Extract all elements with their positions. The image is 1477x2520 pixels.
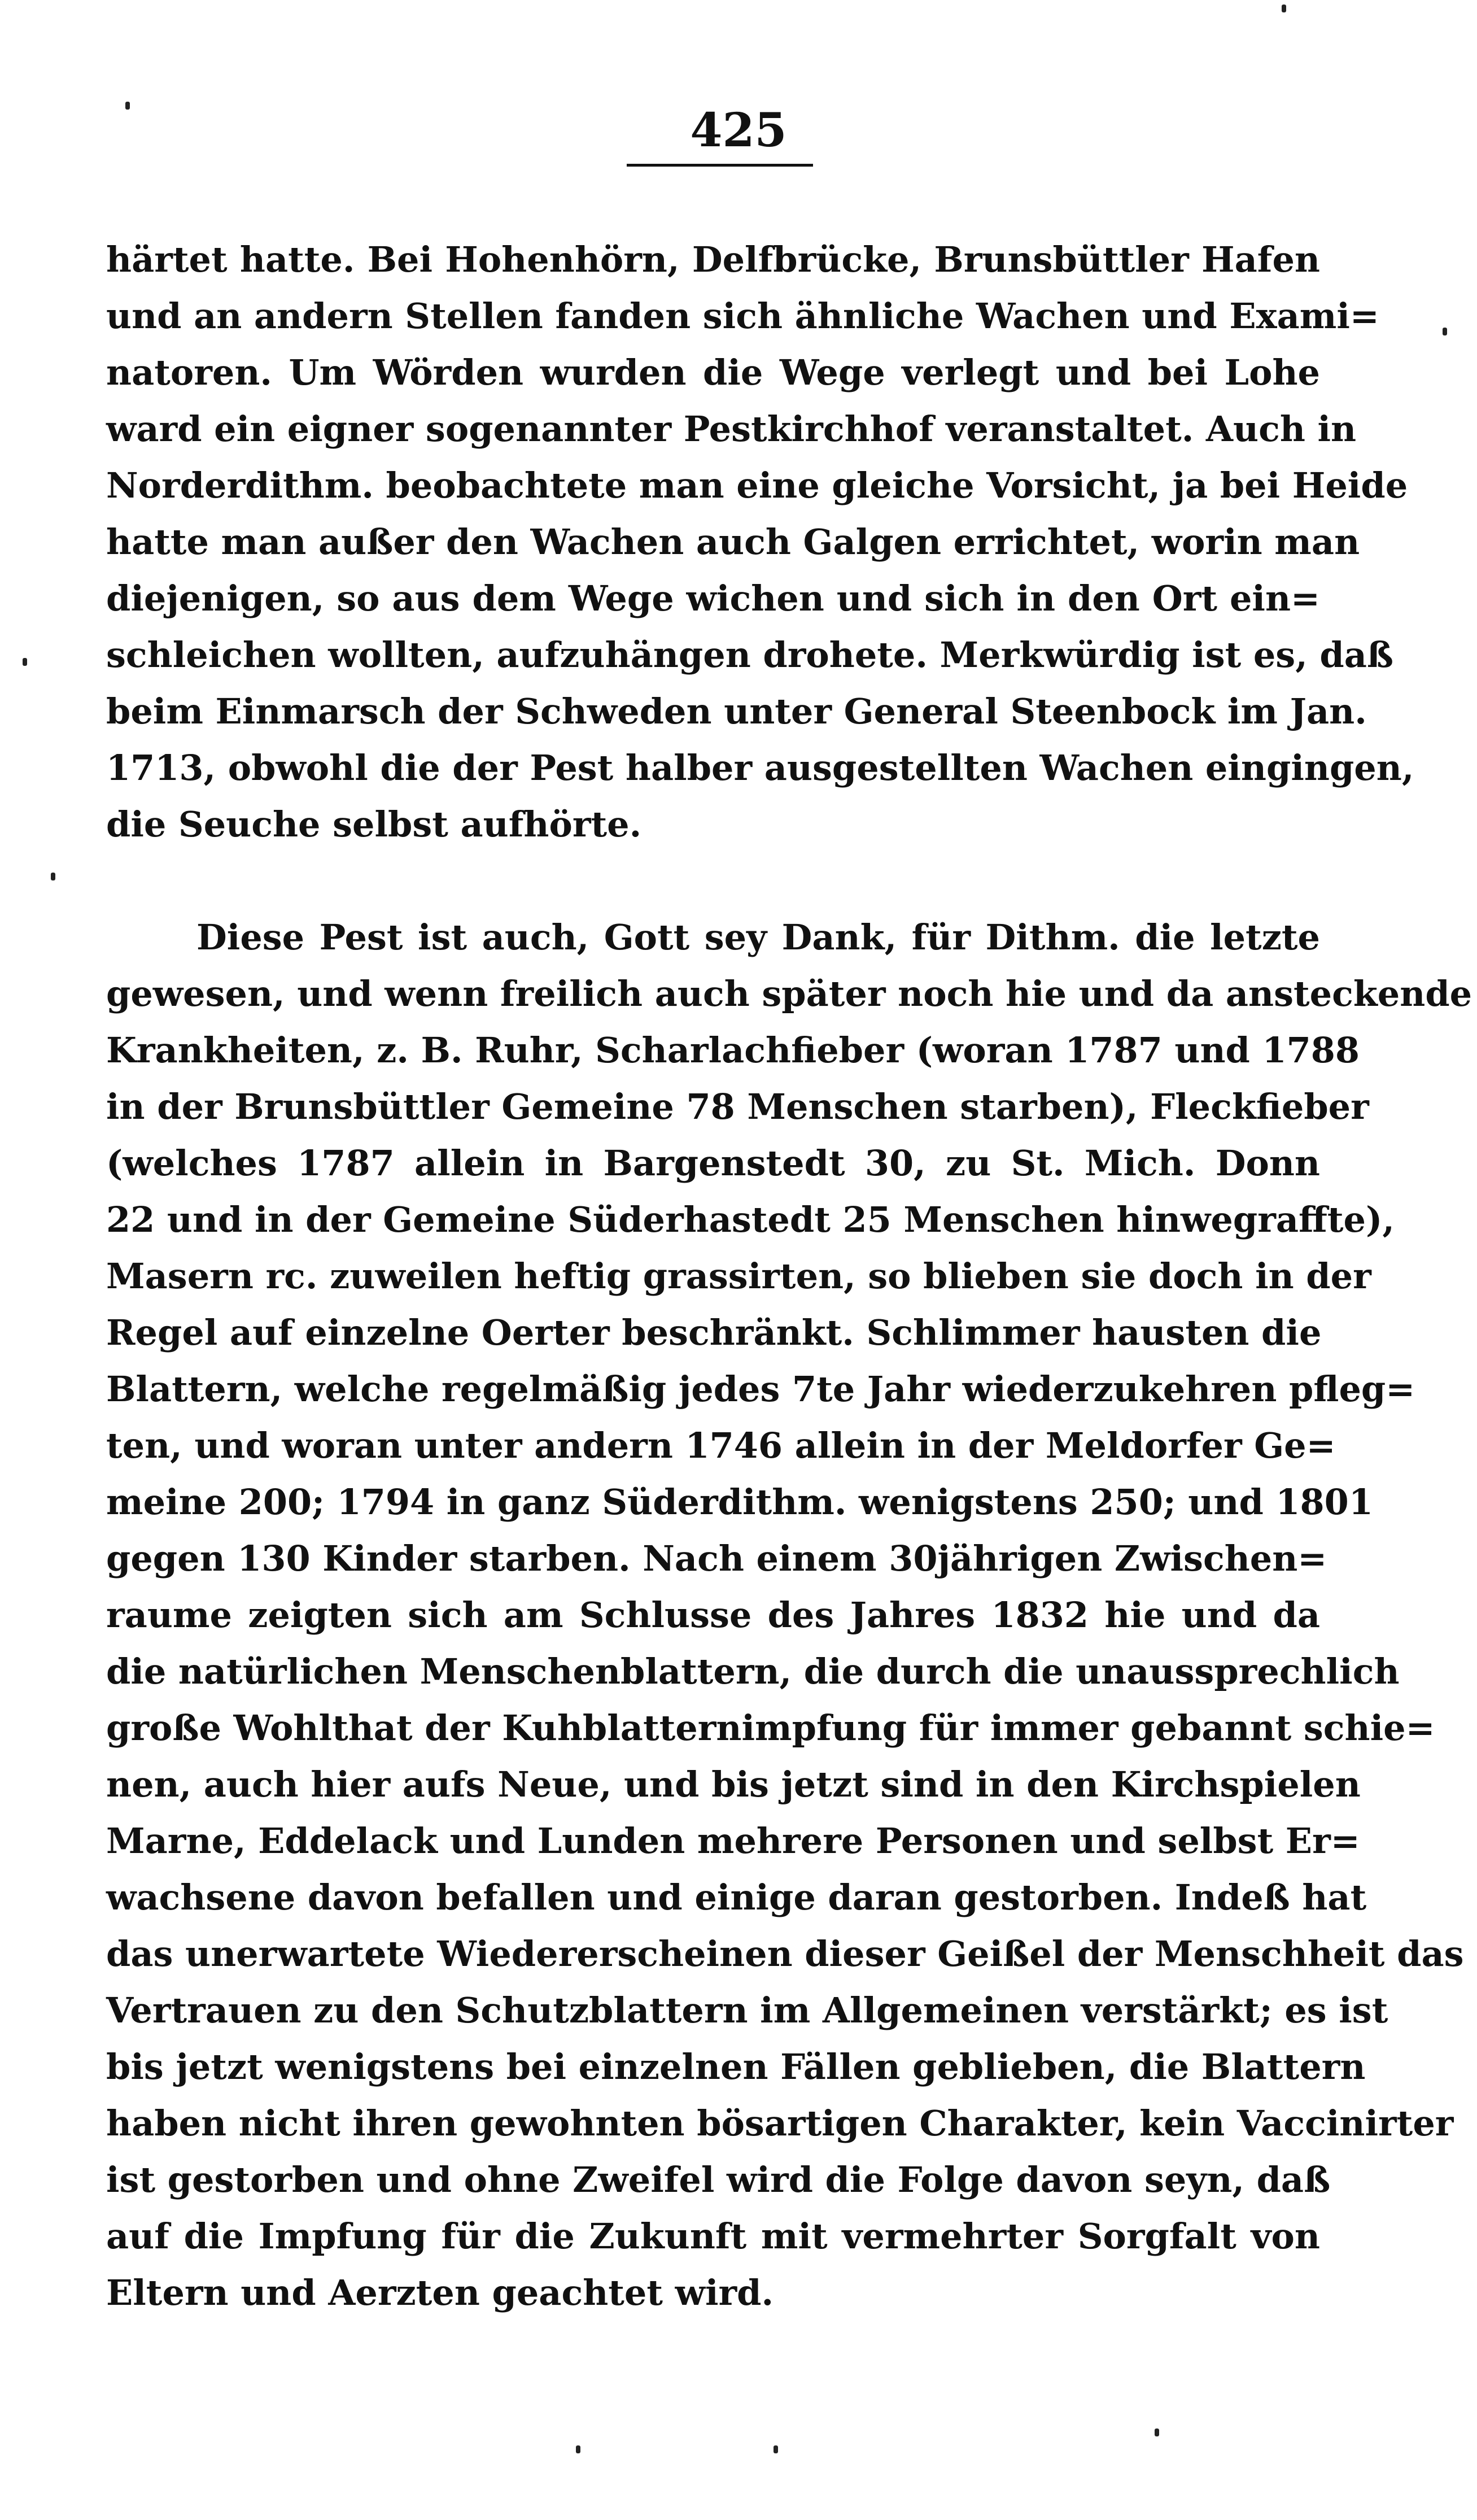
text-line: das unerwartete Wiedererscheinen dieser Geißel der Menschheit das bbox=[106, 1933, 1464, 1974]
scan-speck bbox=[774, 2445, 778, 2453]
scan-speck bbox=[576, 2445, 580, 2453]
text-line: ist gestorben und ohne Zweifel wird die Folge davon seyn, daß bbox=[106, 2159, 1331, 2200]
text-line: Blattern, welche regelmäßig jedes 7te Jahr wiederzukehren pfleg= bbox=[106, 1368, 1415, 1410]
text-line: große Wohlthat der Kuhblatternimpfung für immer gebannt schie= bbox=[106, 1707, 1435, 1749]
text-line: hatte man außer den Wachen auch Galgen errichtet, worin man bbox=[106, 521, 1360, 563]
scan-speck bbox=[125, 102, 130, 110]
paragraph-2 bbox=[106, 909, 1472, 2321]
text-line: meine 200; 1794 in ganz Süderdithm. wenigstens 250; und 1801 bbox=[106, 1481, 1373, 1523]
scan-speck bbox=[1443, 328, 1447, 335]
text-line: Eltern und Aerzten geachtet wird. bbox=[106, 2272, 774, 2313]
text-line: und an andern Stellen fanden sich ähnliche Wachen und Exami= bbox=[106, 295, 1379, 337]
text-line: Regel auf einzelne Oerter beschränkt. Schlimmer hausten die bbox=[106, 1312, 1322, 1353]
text-line: beim Einmarsch der Schweden unter General Steenbock im Jan. bbox=[106, 691, 1367, 732]
text-line: die Seuche selbst aufhörte. bbox=[106, 804, 642, 845]
text-line: Vertrauen zu den Schutzblattern im Allgemeinen verstärkt; es ist bbox=[106, 1990, 1388, 2031]
text-line: Marne, Eddelack und Lunden mehrere Personen und selbst Er= bbox=[106, 1820, 1360, 1861]
text-line: auf die Impfung für die Zukunft mit vermehrter Sorgfalt von bbox=[106, 2216, 1320, 2257]
scan-speck bbox=[23, 658, 27, 666]
text-line: härtet hatte. Bei Hohenhörn, Delfbrücke, Brunsbüttler Hafen bbox=[106, 239, 1320, 280]
text-line: Masern rc. zuweilen heftig grassirten, so blieben sie doch in der bbox=[106, 1255, 1371, 1297]
text-line: Norderdithm. beobachtete man eine gleiche Vorsicht, ja bei Heide bbox=[106, 465, 1408, 506]
page-number-rule bbox=[627, 164, 813, 167]
scan-speck bbox=[1155, 2429, 1159, 2436]
text-line: gegen 130 Kinder starben. Nach einem 30jährigen Zwischen= bbox=[106, 1538, 1327, 1579]
text-line: die natürlichen Menschenblattern, die durch die unaussprechlich bbox=[106, 1651, 1400, 1692]
text-line: Krankheiten, z. B. Ruhr, Scharlachfieber (woran 1787 und 1788 bbox=[106, 1030, 1360, 1071]
text-line: Diese Pest ist auch, Gott sey Dank, für Dithm. die letzte bbox=[196, 917, 1320, 958]
text-line: haben nicht ihren gewohnten bösartigen Charakter, kein Vaccinirter bbox=[106, 2103, 1454, 2144]
scan-speck bbox=[1282, 5, 1286, 12]
text-line: gewesen, und wenn freilich auch später noch hie und da ansteckende bbox=[106, 973, 1472, 1014]
text-line: in der Brunsbüttler Gemeine 78 Menschen starben), Fleckfieber bbox=[106, 1086, 1369, 1127]
text-line: nen, auch hier aufs Neue, und bis jetzt sind in den Kirchspielen bbox=[106, 1764, 1361, 1805]
text-line: diejenigen, so aus dem Wege wichen und sich in den Ort ein= bbox=[106, 578, 1320, 619]
scan-speck bbox=[51, 873, 55, 880]
text-line: ward ein eigner sogenannter Pestkirchhof veranstaltet. Auch in bbox=[106, 408, 1357, 450]
text-line: ten, und woran unter andern 1746 allein in der Meldorfer Ge= bbox=[106, 1425, 1336, 1466]
text-line: schleichen wollten, aufzuhängen drohete. Merkwürdig ist es, daß bbox=[106, 634, 1394, 675]
text-line: natoren. Um Wörden wurden die Wege verlegt und bei Lohe bbox=[106, 352, 1320, 393]
text-line: bis jetzt wenigstens bei einzelnen Fällen geblieben, die Blattern bbox=[106, 2046, 1366, 2087]
text-line: 1713, obwohl die der Pest halber ausgestellten Wachen eingingen, bbox=[106, 747, 1414, 788]
text-line: 22 und in der Gemeine Süderhastedt 25 Menschen hinwegraffte), bbox=[106, 1199, 1395, 1240]
text-line: raume zeigten sich am Schlusse des Jahres 1832 hie und da bbox=[106, 1594, 1320, 1636]
text-line: wachsene davon befallen und einige daran gestorben. Indeß hat bbox=[106, 1877, 1367, 1918]
paragraph-1 bbox=[106, 232, 1414, 853]
text-line: (welches 1787 allein in Bargenstedt 30, zu St. Mich. Donn bbox=[106, 1143, 1320, 1184]
page-number: 425 bbox=[690, 103, 787, 158]
